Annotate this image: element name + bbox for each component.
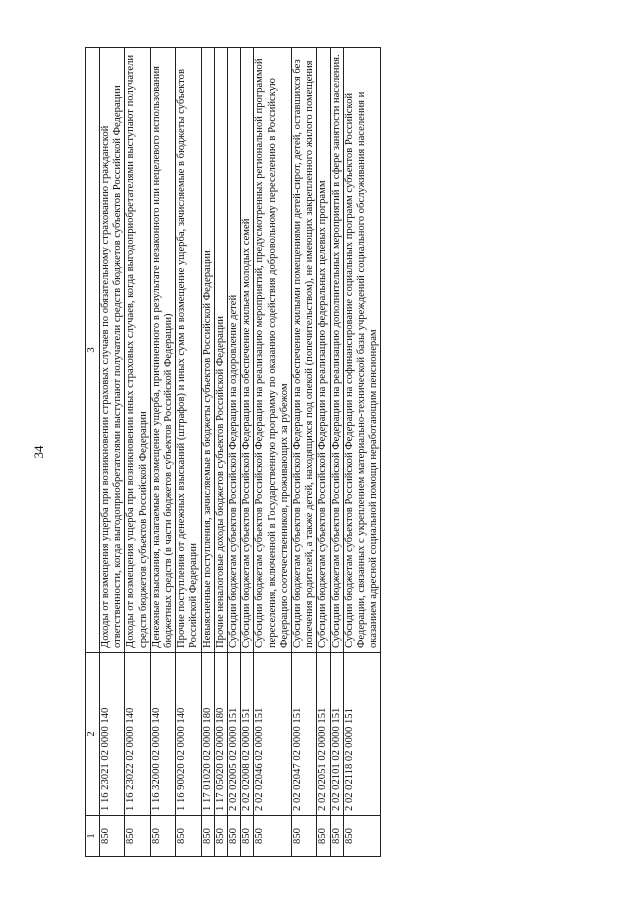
table-row	[254, 48, 292, 857]
revenue-name-cell: Субсидии бюджетам субъектов Российской Федерации на реализацию дополнительных мероприятий в сфере занятости населения.	[330, 48, 343, 653]
revenue-name-cell: Субсидии бюджетам субъектов Российской Федерации на софинансирование социальных программ субъектов Российской Федерации, связанных с укреплением материально-технической базы учреждений социального обслуживания населения и оказанием адресной социальной помощи неработающим пенсионерам	[343, 48, 381, 653]
rotated-table-container	[85, 47, 555, 857]
column-header-3: 3	[86, 48, 100, 653]
budget-code-cell: 2 02 02051 02 0000 151	[317, 653, 330, 816]
budget-code-cell: 2 02 02047 02 0000 151	[292, 653, 317, 816]
table-row	[343, 48, 381, 857]
admin-code-cell: 850	[343, 816, 381, 857]
budget-classification-table	[85, 47, 381, 857]
admin-code-cell: 850	[100, 816, 125, 857]
budget-code-cell: 1 17 01020 02 0000 180	[201, 653, 214, 816]
table-row	[214, 48, 227, 857]
table-row	[176, 48, 201, 857]
budget-code-cell: 1 17 05020 02 0000 180	[214, 653, 227, 816]
revenue-name-cell: Субсидии бюджетам субъектов Российской Федерации на реализацию федеральных целевых программ	[317, 48, 330, 653]
column-header-1: 1	[86, 816, 100, 857]
budget-code-cell: 2 02 02118 02 0000 151	[343, 653, 381, 816]
budget-code-cell: 2 02 02046 02 0000 151	[254, 653, 292, 816]
budget-code-cell: 1 16 23021 02 0000 140	[100, 653, 125, 816]
revenue-name-cell: Прочие неналоговые доходы бюджетов субъектов Российской Федерации	[214, 48, 227, 653]
budget-code-cell: 1 16 32000 02 0000 140	[150, 653, 175, 816]
admin-code-cell: 850	[330, 816, 343, 857]
budget-code-cell: 2 02 02008 02 0000 151	[241, 653, 254, 816]
table-row	[241, 48, 254, 857]
table-row	[330, 48, 343, 857]
revenue-name-cell: Субсидии бюджетам субъектов Российской Федерации на оздоровление детей	[228, 48, 241, 653]
budget-code-cell: 2 02 02005 02 0000 151	[228, 653, 241, 816]
admin-code-cell: 850	[317, 816, 330, 857]
table-row	[317, 48, 330, 857]
admin-code-cell: 850	[125, 816, 150, 857]
admin-code-cell: 850	[201, 816, 214, 857]
budget-code-cell: 1 16 90020 02 0000 140	[176, 653, 201, 816]
column-header-2: 2	[86, 653, 100, 816]
revenue-name-cell: Прочие поступления от денежных взысканий (штрафов) и иных сумм в возмещение ущерба, зачисляемые в бюджеты субъектов Российской Федерации	[176, 48, 201, 653]
table-header-row	[86, 48, 100, 857]
table-row	[228, 48, 241, 857]
revenue-name-cell: Доходы от возмещения ущерба при возникновении иных страховых случаев, когда выгодоприобретателями выступают получатели средств бюджетов субъектов Российской Федерации	[125, 48, 150, 653]
admin-code-cell: 850	[214, 816, 227, 857]
admin-code-cell: 850	[254, 816, 292, 857]
revenue-name-cell: Субсидии бюджетам субъектов Российской Федерации на обеспечение жильем молодых семей	[241, 48, 254, 653]
budget-code-cell: 1 16 23022 02 0000 140	[125, 653, 150, 816]
revenue-name-cell: Доходы от возмещения ущерба при возникновении страховых случаев по обязательному страхованию гражданской ответственности, когда выгодоприобретателями выступают получатели средств бюджетов субъектов Российской Федерации	[100, 48, 125, 653]
admin-code-cell: 850	[150, 816, 175, 857]
table-row	[100, 48, 125, 857]
admin-code-cell: 850	[241, 816, 254, 857]
admin-code-cell: 850	[228, 816, 241, 857]
revenue-name-cell: Денежные взыскания, налагаемые в возмещение ущерба, причиненного в результате незаконного или нецелевого использования бюджетных средств (в части бюджетов субъектов Российской Федерации)	[150, 48, 175, 653]
admin-code-cell: 850	[292, 816, 317, 857]
table-row	[125, 48, 150, 857]
revenue-name-cell: Субсидии бюджетам субъектов Российской Федерации на обеспечение жилыми помещениями детей-сирот, детей, оставшихся без попечения родителей, а также детей, находящихся под опекой (попечительством), не имеющих закрепленного жилого помещения	[292, 48, 317, 653]
table-row	[150, 48, 175, 857]
revenue-name-cell: Невыясненные поступления, зачисляемые в бюджеты субъектов Российской Федерации	[201, 48, 214, 653]
table-row	[201, 48, 214, 857]
budget-code-cell: 2 02 02101 02 0000 151	[330, 653, 343, 816]
page-number: 34	[31, 445, 46, 459]
revenue-name-cell: Субсидии бюджетам субъектов Российской Федерации на реализацию мероприятий, предусмотренных региональной программой переселения, включенной в Государственную программу по оказанию содействия добровольному переселению в Российскую Федерацию соотечественников, проживающих за рубежом	[254, 48, 292, 653]
table-row	[292, 48, 317, 857]
admin-code-cell: 850	[176, 816, 201, 857]
